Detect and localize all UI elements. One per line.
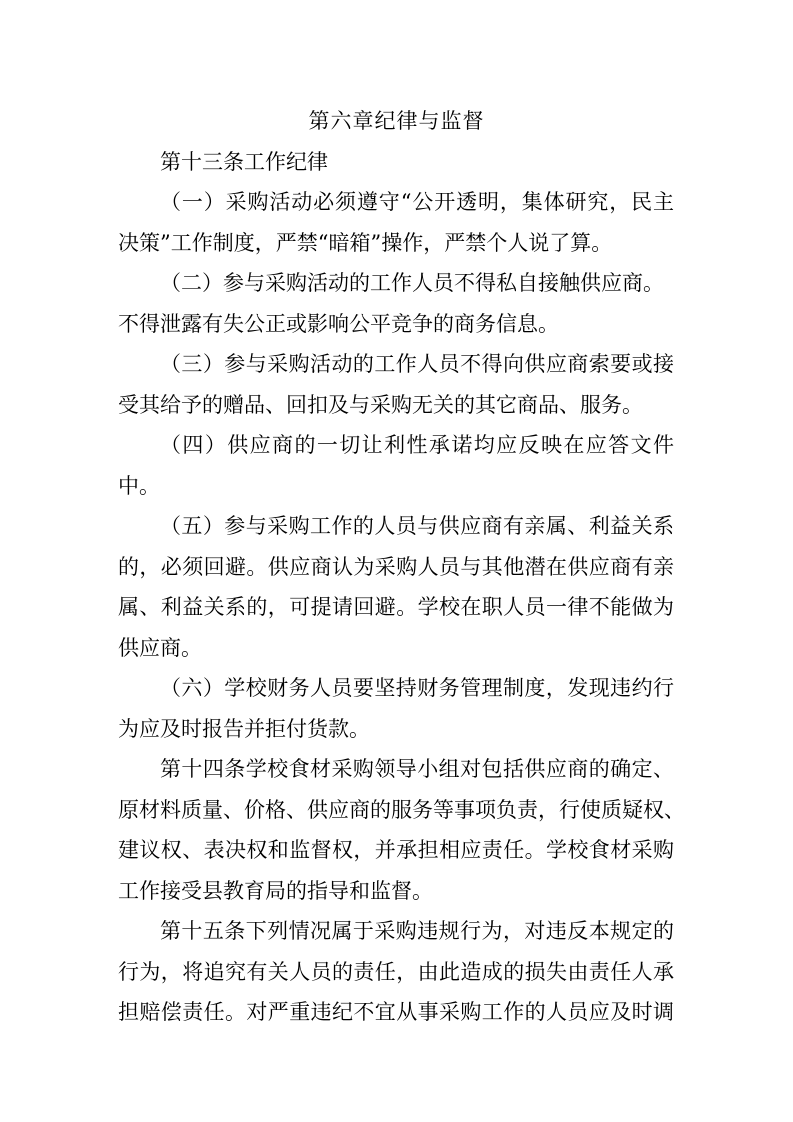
paragraph-line: （一）采购活动必须遵守“公开透明，集体研究，民主 [160,190,674,214]
paragraph-line: 不得泄露有失公正或影响公平竞争的商务信息。 [118,312,559,336]
paragraph-line: （四）供应商的一切让利性承诺均应反映在应答文件 [160,433,674,457]
paragraph-line: 属、利益关系的，可提请回避。学校在职人员一律不能做为 [118,595,674,619]
paragraph-line: 工作接受县教育局的指导和监督。 [118,879,433,903]
paragraph-line: 的，必须回避。供应商认为采购人员与其他潜在供应商有亲 [118,555,674,579]
paragraph-line: 原材料质量、价格、供应商的服务等事项负责，行使质疑权、 [118,798,685,822]
paragraph-line: 行为，将追究有关人员的责任，由此造成的损失由责任人承 [118,960,674,984]
paragraph-line: 受其给予的赠品、回扣及与采购无关的其它商品、服务。 [118,393,643,417]
paragraph-line: （二）参与采购活动的工作人员不得私自接触供应商。 [160,271,664,295]
chapter-title: 第六章纪律与监督 [308,109,485,133]
paragraph-line: 中。 [118,474,160,498]
paragraph-line: （五）参与采购工作的人员与供应商有亲属、利益关系 [160,514,674,538]
paragraph-line: 为应及时报告并拒付货款。 [118,717,370,741]
article-heading: 第十三条工作纪律 [160,150,328,174]
paragraph-line: 建议权、表决权和监督权，并承担相应责任。学校食材采购 [118,838,674,862]
paragraph-line: 供应商。 [118,636,202,660]
paragraph-line: （三）参与采购活动的工作人员不得向供应商索要或接 [160,352,674,376]
paragraph-line: 决策”工作制度，严禁“暗箱”操作，严禁个人说了算。 [118,231,613,255]
paragraph-line: （六）学校财务人员要坚持财务管理制度，发现违约行 [160,676,674,700]
paragraph-line: 担赔偿责任。对严重违纪不宜从事采购工作的人员应及时调 [118,1000,674,1024]
paragraph-line: 第十四条学校食材采购领导小组对包括供应商的确定、 [160,757,674,781]
paragraph-line: 第十五条下列情况属于采购违规行为，对违反本规定的 [160,919,674,943]
